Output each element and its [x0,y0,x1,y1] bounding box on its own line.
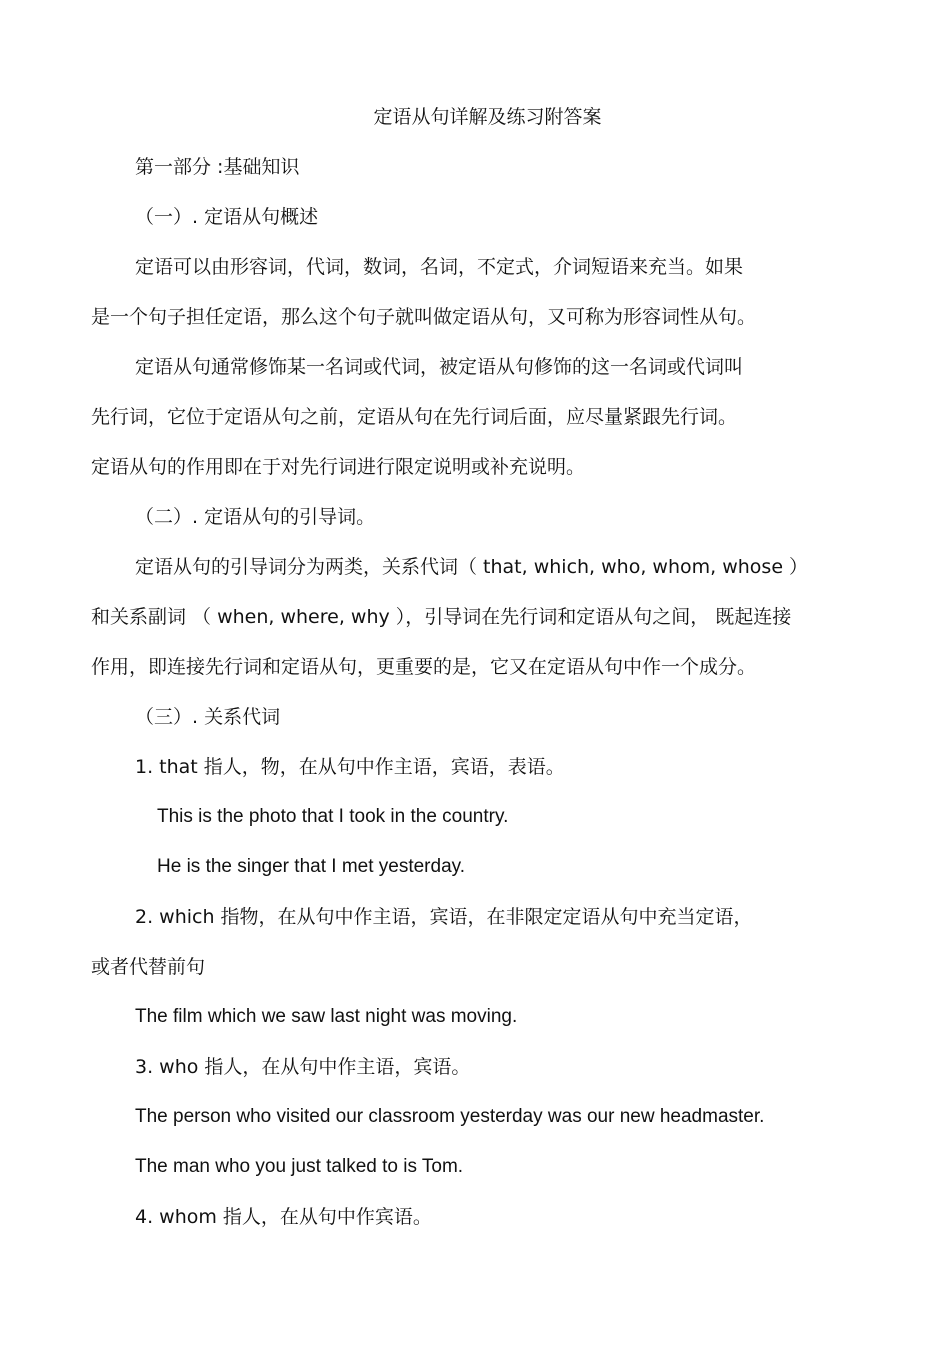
that-rule: 1. that 指人，物，在从句中作主语，宾语，表语。 [135,756,565,778]
part1-heading: 第一部分 :基础知识 [135,156,300,178]
paragraph2-line3: 定语从句的作用即在于对先行词进行限定说明或补充说明。 [91,456,586,478]
paragraph2-line2: 先行词，它位于定语从句之前，定语从句在先行词后面，应尽量紧跟先行词。 [91,406,738,428]
paragraph3-line1: 定语从句的引导词分为两类，关系代词（ that, which, who, whom, whose ） [135,556,809,578]
paragraph1-line2: 是一个句子担任定语，那么这个句子就叫做定语从句，又可称为形容词性从句。 [91,306,757,328]
paragraph3-line2: 和关系副词 （ when, where, why ），引导词在先行词和定语从句之间， 既起连接 [91,606,792,628]
section3-heading: （三）. 关系代词 [135,706,281,728]
paragraph1-line1: 定语可以由形容词，代词，数词，名词，不定式，介词短语来充当。如果 [135,256,744,278]
document-title: 定语从句详解及练习附答案 [373,106,602,128]
who-example-2: The man who you just talked to is Tom. [135,1156,464,1177]
that-example-1: This is the photo that I took in the country. [157,806,509,827]
which-rule-line1: 2. which 指物，在从句中作主语，宾语，在非限定定语从句中充当定语， [135,906,753,928]
which-rule-line2: 或者代替前句 [91,956,206,978]
paragraph2-line1: 定语从句通常修饰某一名词或代词，被定语从句修饰的这一名词或代词叫 [135,356,744,378]
whom-rule: 4. whom 指人，在从句中作宾语。 [135,1206,432,1228]
section2-heading: （二）. 定语从句的引导词。 [135,506,376,528]
that-example-2: He is the singer that I met yesterday. [157,856,466,877]
section1-heading: （一）. 定语从句概述 [135,206,319,228]
which-example-1: The film which we saw last night was moving. [135,1006,518,1027]
who-rule: 3. who 指人，在从句中作主语，宾语。 [135,1056,471,1078]
who-example-1: The person who visited our classroom yesterday was our new headmaster. [135,1106,765,1127]
paragraph3-line3: 作用，即连接先行词和定语从句，更重要的是，它又在定语从句中作一个成分。 [91,656,757,678]
